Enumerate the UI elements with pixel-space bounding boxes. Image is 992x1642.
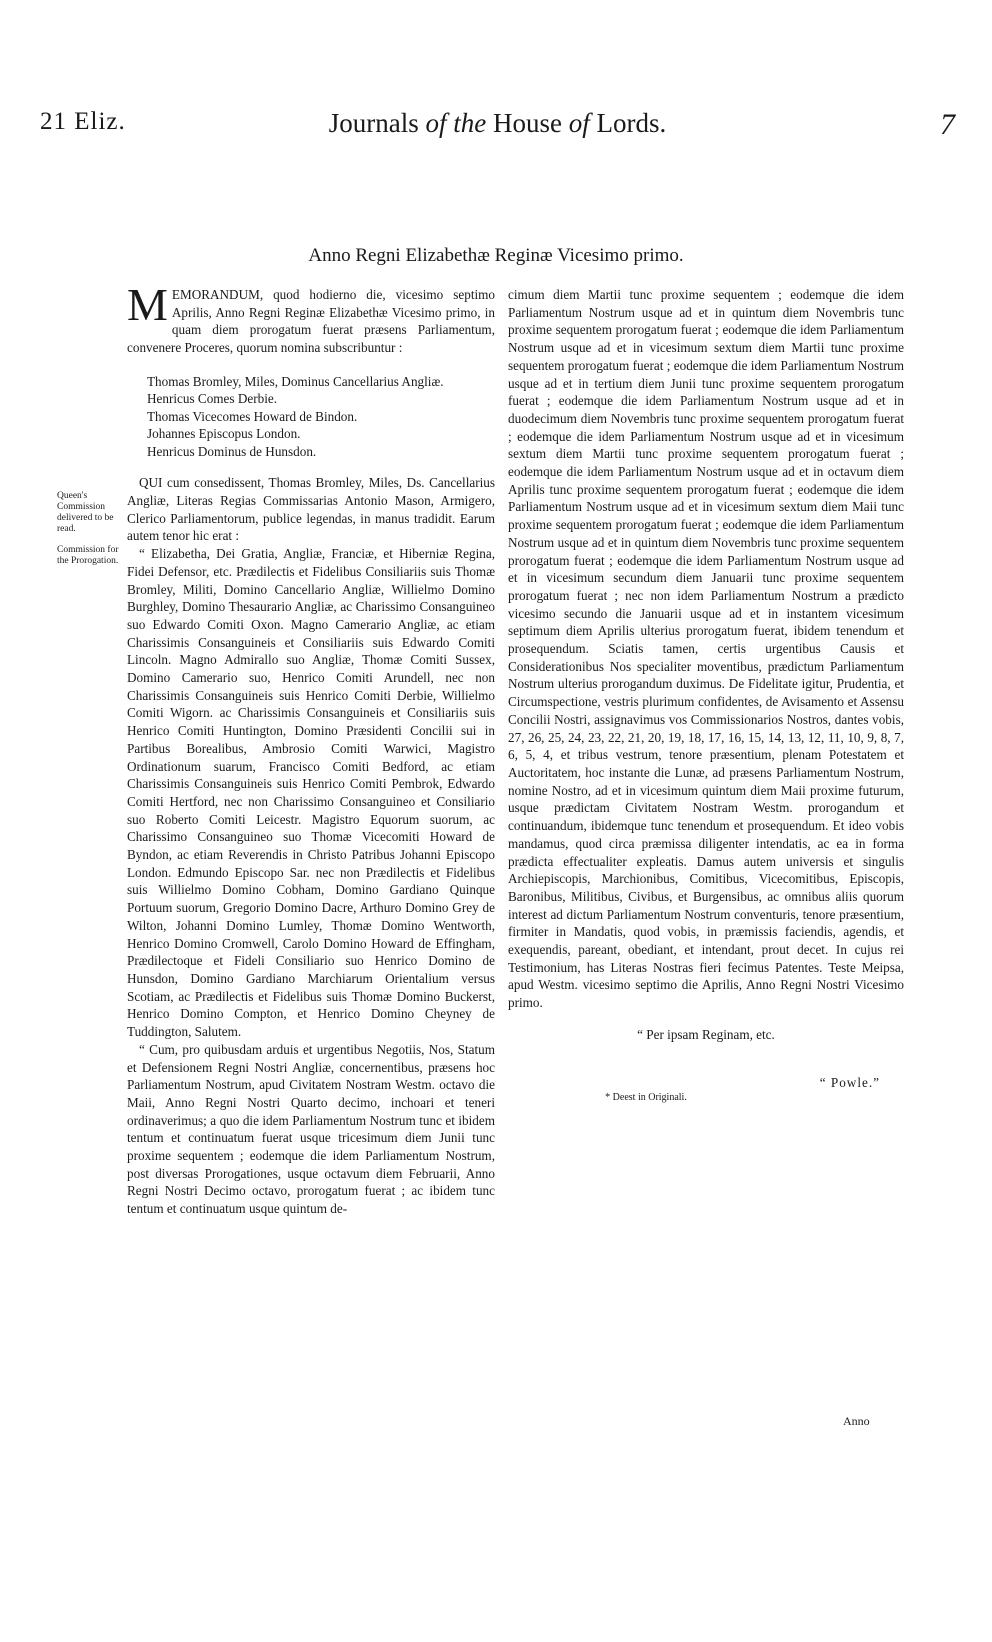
memorandum-paragraph: MEMORANDUM, quod hodierno die, vicesimo septimo Aprilis, Anno Regni Reginæ Elizabethæ Vicesimo primo, in quam diem prorogatum fuerat præsens Parliamentum, convenere Proceres, quorum nomina subscribuntur : xyxy=(127,279,495,356)
attendee: Johannes Episcopus London. xyxy=(147,426,301,442)
attendance-list xyxy=(147,373,495,461)
qui-paragraph: QUI cum consedissent, Thomas Bromley, Miles, Ds. Cancellarius Angliæ, Literas Regias Commissarias Antonio Mason, Armigero, Clerico Parliamentorum, publice legendas, in manus tradidit. Earum autem tenor hic erat : xyxy=(127,475,495,544)
section-title: Anno Regni Elizabethæ Reginæ Vicesimo primo. xyxy=(308,245,684,266)
signature-line: “ Per ipsam Reginam, etc. xyxy=(637,1026,775,1042)
cum-paragraph: “ Cum, pro quibusdam arduis et urgentibus Negotiis, Nos, Statum et Defensionem Regni Nostri Angliæ, concernentibus, præsens hoc Parliamentum Nostrum, apud Civitatem Nostram Westm. octavo die Maii, Anno Regni Nostri Quarto decimo, inchoari et teneri ordinaverimus; a quo die idem Parliamentum Nostrum tunc et ibidem tentum et continuatum fuerat usque tricesimum diem Junii tunc proxime sequentem ; eodemque die idem Parliamentum Nostrum, post diversas Prorogationes, usque octavum diem Februarii, Anno Regni Nostri Decimo octavo, prorogatum fuerat ; ac ibidem tunc tentum et continuatum usque quintum de- xyxy=(127,1041,495,1217)
clerk-signature: “ Powle.” xyxy=(819,1074,880,1090)
margin-note-commission-prorogation: Commission for the Prorogation. xyxy=(57,545,119,566)
page-header xyxy=(40,108,955,148)
attendee: Thomas Vicecomes Howard de Bindon. xyxy=(147,408,358,424)
page-number: 7 xyxy=(940,108,955,141)
attendee: Henricus Dominus de Hunsdon. xyxy=(147,443,317,459)
attendee: Thomas Bromley, Miles, Dominus Cancellarius Angliæ. xyxy=(147,373,444,389)
prorogation-text: cimum diem Martii tunc proxime sequentem ; eodemque die idem Parliamentum Nostrum usque ad et in quintum diem Novembris tunc proxime sequentem prorogatum fuerat ; eodemque die idem Parliamentum Nostrum usque ad et in vicesimum sextum diem Martii tunc proxime sequentem prorogatum fuerat ; eodemque die idem Parliamentum Nostrum usque ad et in tertium diem Junii tunc proxime sequentem prorogatum fuerat ; eodemque die idem Parliamentum Nostrum usque ad et in duodecimum diem Novembris tunc proxime sequentem prorogatum fuerat ; eodemque die idem Parliamentum Nostrum usque ad et in vicesimum sextum diem Martii tunc proxime sequentem prorogatum fuerat ; eodemque die idem Parliamentum Nostrum usque ad et in octavum diem Aprilis tunc proxime sequentem prorogatum fuerat ; eodemque die idem Parliamentum Nostrum usque ad et in vicesimum sextum diem Maii tunc proxime sequentem prorogatum fuerat ; eodemque die idem Parliamentum Nostrum usque ad et in quintum diem Novembris tunc proxime sequentem prorogatum fuerat ; eodemque die idem Parliamentum Nostrum usque ad et in vicesimum secundum diem Januarii tunc proxime sequentem prorogatum fuerat ; nec non idem Parliamentum Nostrum a prædicto vicesimo secundo die Januarii usque ad et in instantem vicesimum septimum diem Aprilis ulterius prorogatum fuerat, ibidem tenendum et prosequendum. Sciatis tamen, certis urgentibus Causis et Considerationibus Nos specialiter moventibus, prædictum Parliamentum Nostrum ulterius prorogandum duximus. De Fidelitate igitur, Prudentia, et Circumspectione, vestris plurimum confidentes, de Avisamento et Assensu Concilii Nostri, assignavimus vos Commissionarios Nostros, dantes vobis, 27, 26, 25, 24, 23, 22, 21, 20, 19, 18, 17, 16, 15, 14, 13, 12, 11, 10, 9, 8, 7, 6, 5, 4, et tribus vestrum, tenore præsentium, plenam Potestatem et Auctoritatem, hoc instante die Lunæ, ad præsens Parliamentum Nostrum, nomine Nostro, ad et in vicesimum quintum diem Maii proxime futurum, usque prædictam Civitatem Nostram Westm. prorogandum et continuandum, ibidemque tunc tenendum et prosequendum. Et ideo vobis mandamus, quod circa præmissa diligenter intendatis, ac ea in forma prædicta effectualiter expleatis. Damus autem universis et singulis Archiepiscopis, Marchionibus, Comitibus, Vicecomitibus, Episcopis, Baronibus, Militibus, Civibus, et Burgensibus, ac omnibus aliis quorum interest ad dictum Parliamentum Nostrum conventuris, tenore præsentium, firmiter in Mandatis, quod vobis, in præmissis faciendis, agendis, et exequendis, pareant, obediant, et intendant, prout decet. In cujus rei Testimonium, has Literas Nostras fieri fecimus Patentes. Teste Meipsa, apud Westm. vicesimo septimo die Aprilis, Anno Regni Nostri Vicesimo primo. xyxy=(508,287,904,1011)
right-column xyxy=(508,286,904,1107)
margin-note-commission-delivered: Queen's Commission delivered to be read. xyxy=(57,491,114,534)
footnote: * Deest in Originali. xyxy=(605,1092,687,1104)
commission-paragraph: “ Elizabetha, Dei Gratia, Angliæ, Franciæ, et Hiberniæ Regina, Fidei Defensor, etc. Prædilectis et Fidelibus Consiliariis suis Thomæ Bromley, Militi, Domino Cancellario Angliæ, Willielmo Domino Burghley, Domino Thesaurario Angliæ, ac Charissimo Consanguineo suo Edwardo Comiti Oxon. Magno Camerario Angliæ, ac etiam Charissimis Consanguineis et Consiliariis suis Edwardo Comiti Lincoln. Magno Admirallo suo Angliæ, Thomæ Comiti Sussex, Domino Camerario suo, Henrico Comiti Arundell, nec non Charissimis Consanguineis suis Henrico Comiti Derbie, Willielmo Comiti Wigorn. ac Charissimis Consanguineis et Consiliariis suis Henrico Comiti Huntington, Domino Præsidenti Concilii sui in Partibus Borealibus, Ambrosio Comiti Warwici, Magistro Ordinationum suarum, Francisco Comiti Bedford, ac etiam Charissimis Consanguineis suis Henrico Comiti Pembrok, Edwardo Comiti Hertford, nec non Charissimo Consanguineo et Consiliario suo Roberto Comiti Leicestr. Magistro Equorum suorum, ac Charissimo Consanguineo suo Thomæ Vicecomiti Howard de Byndon, ac etiam Reverendis in Christo Patribus Johanni Episcopo London. Edmundo Episcopo Sar. nec non Prædilectis et Fidelibus suis Willielmo Domino Cobham, Domino Gardiano Quinque Portuum suorum, Gregorio Domino Dacre, Arthuro Domino Grey de Wilton, Johanni Domino Lumley, Thomæ Domino Wentworth, Henrico Domino Cromwell, Carolo Domino Howard de Effingham, Prædilectoque et Fideli Consiliario suo Henrico Domino de Hunsdon, Domino Gardiano Marchiarum Orientalium versus Scotiam, ac Prædilectis et Fidelibus suis Thomæ Domino Buckerst, Henrico Domino Compton, et Henrico Domino Cheyney de Tuddington, Salutem. xyxy=(127,546,495,1040)
attendee: Henricus Comes Derbie. xyxy=(147,391,278,407)
regnal-year: 21 Eliz. xyxy=(40,108,126,135)
catchword: Anno xyxy=(843,1414,870,1428)
running-title: Journals of the House of Lords. xyxy=(328,108,667,138)
left-column xyxy=(127,279,495,1218)
drop-cap: M xyxy=(127,279,168,330)
